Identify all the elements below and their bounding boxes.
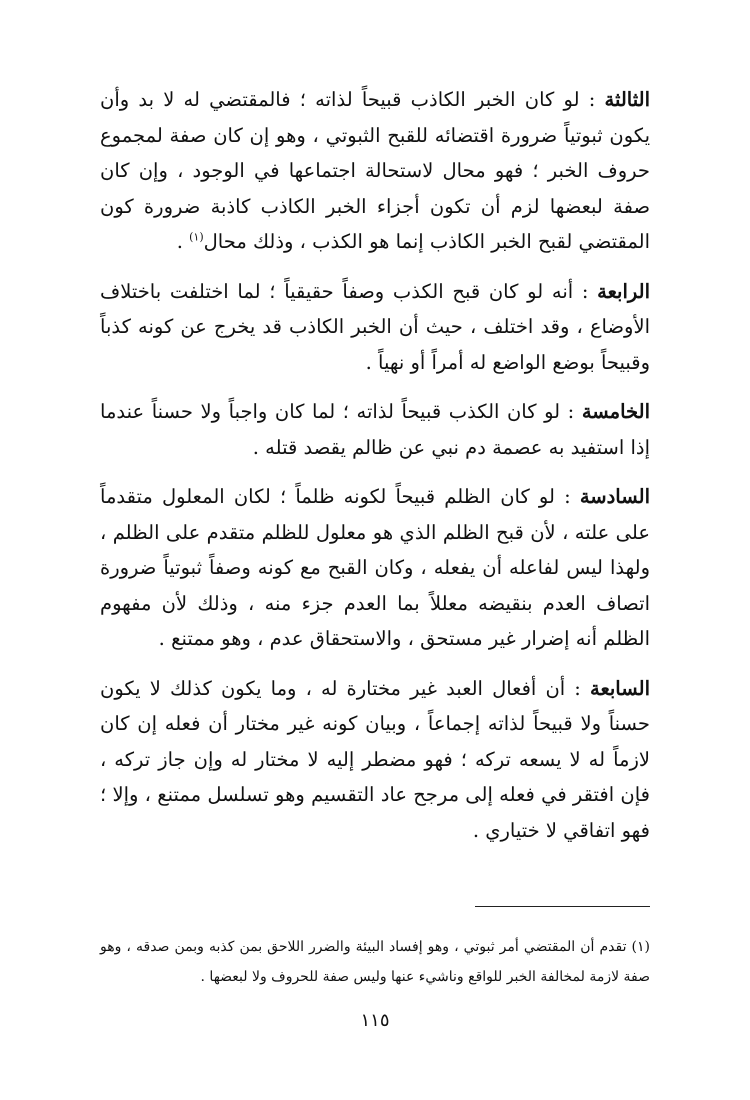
paragraph-lead: السابعة [590, 676, 650, 700]
page-number: ١١٥ [360, 1010, 390, 1031]
paragraph-lead: الخامسة [581, 400, 650, 423]
paragraph-text: : لو كان الكذب قبيحاً لذاته ؛ لما كان واجباً ولا حسناً عندما إذا استفيد به عصمة دم نبي عن ظالم يقصد قتله . [100, 400, 650, 459]
paragraph-seventh [100, 671, 650, 849]
paragraph-fifth [100, 394, 650, 465]
paragraph-text: : لو كان الظلم قبيحاً لكونه ظلماً ؛ لكان المعلول متقدماً على علته ، لأن قبح الظلم الذي هو معلول للظلم متقدم على الظلم ، ولهذا ليس لفاعله أن يفعله ، وكان القبح مع كونه وصفاً ثبوتياً ضرورة اتصاف العدم بنقيضه معللاً بما العدم جزء منه ، وذلك لأن مفهوم الظلم أنه إضرار غير مستحق ، والاستحقاق عدم ، وهو ممتنع . [100, 485, 650, 650]
paragraph-lead: السادسة [579, 485, 650, 508]
paragraph-text: : أنه لو كان قبح الكذب وصفاً حقيقياً ؛ لما اختلفت باختلاف الأوضاع ، وقد اختلف ، حيث أن الخبر الكاذب قد يخرج عن كونه كذباً وقبيحاً بوضع الواضع له أمراً أو نهياً . [100, 279, 650, 374]
page-body [100, 82, 650, 862]
paragraph-text: : أن أفعال العبد غير مختارة له ، وما يكون كذلك لا يكون حسناً ولا قبيحاً لذاته إجماعاً ، وبيان كونه غير مختار أن فعله إن كان لازماً له لا يسعه تركه ؛ فهو مضطر إليه لا مختار له وإن جاز تركه ، فإن افتقر في فعله إلى مرجح عاد التقسيم وهو تسلسل ممتنع ، وإلا ؛ فهو اتفاقي لا ختياري . [100, 676, 650, 842]
paragraph-text: : لو كان الخبر الكاذب قبيحاً لذاته ؛ فالمقتضي له لا بد وأن يكون ثبوتياً ضرورة اقتضائه للقبح الثبوتي ، وهو إن كان صفة لمجموع حروف الخبر ؛ فهو محال لاستحالة اجتماعها في الوجود ، وإن كان صفة لبعضها لزم أن تكون أجزاء الخبر الكاذب كاذبة ضرورة كون المقتضي لقبح الخبر الكاذب إنما هو الكذب ، وذلك محال [100, 88, 650, 253]
footnote-reference[interactable]: (١) [189, 230, 204, 244]
footnote-divider [475, 906, 650, 907]
paragraph-lead: الرابعة [597, 279, 650, 303]
paragraph-lead: الثالثة [604, 88, 650, 111]
paragraph-sixth [100, 479, 650, 657]
paragraph-fourth [100, 274, 650, 381]
footnote: (١) تقدم أن المقتضي أمر ثبوتي ، وهو إفساد البيئة والضرر اللاحق بمن كذبه وبمن صدقه ، وهو صفة لازمة لمخالفة الخبر للواقع وناشيء عنها وليس صفة للحروف ولا لبعضها . [100, 939, 650, 985]
paragraph-third [100, 82, 650, 260]
paragraph-tail: . [176, 230, 190, 253]
